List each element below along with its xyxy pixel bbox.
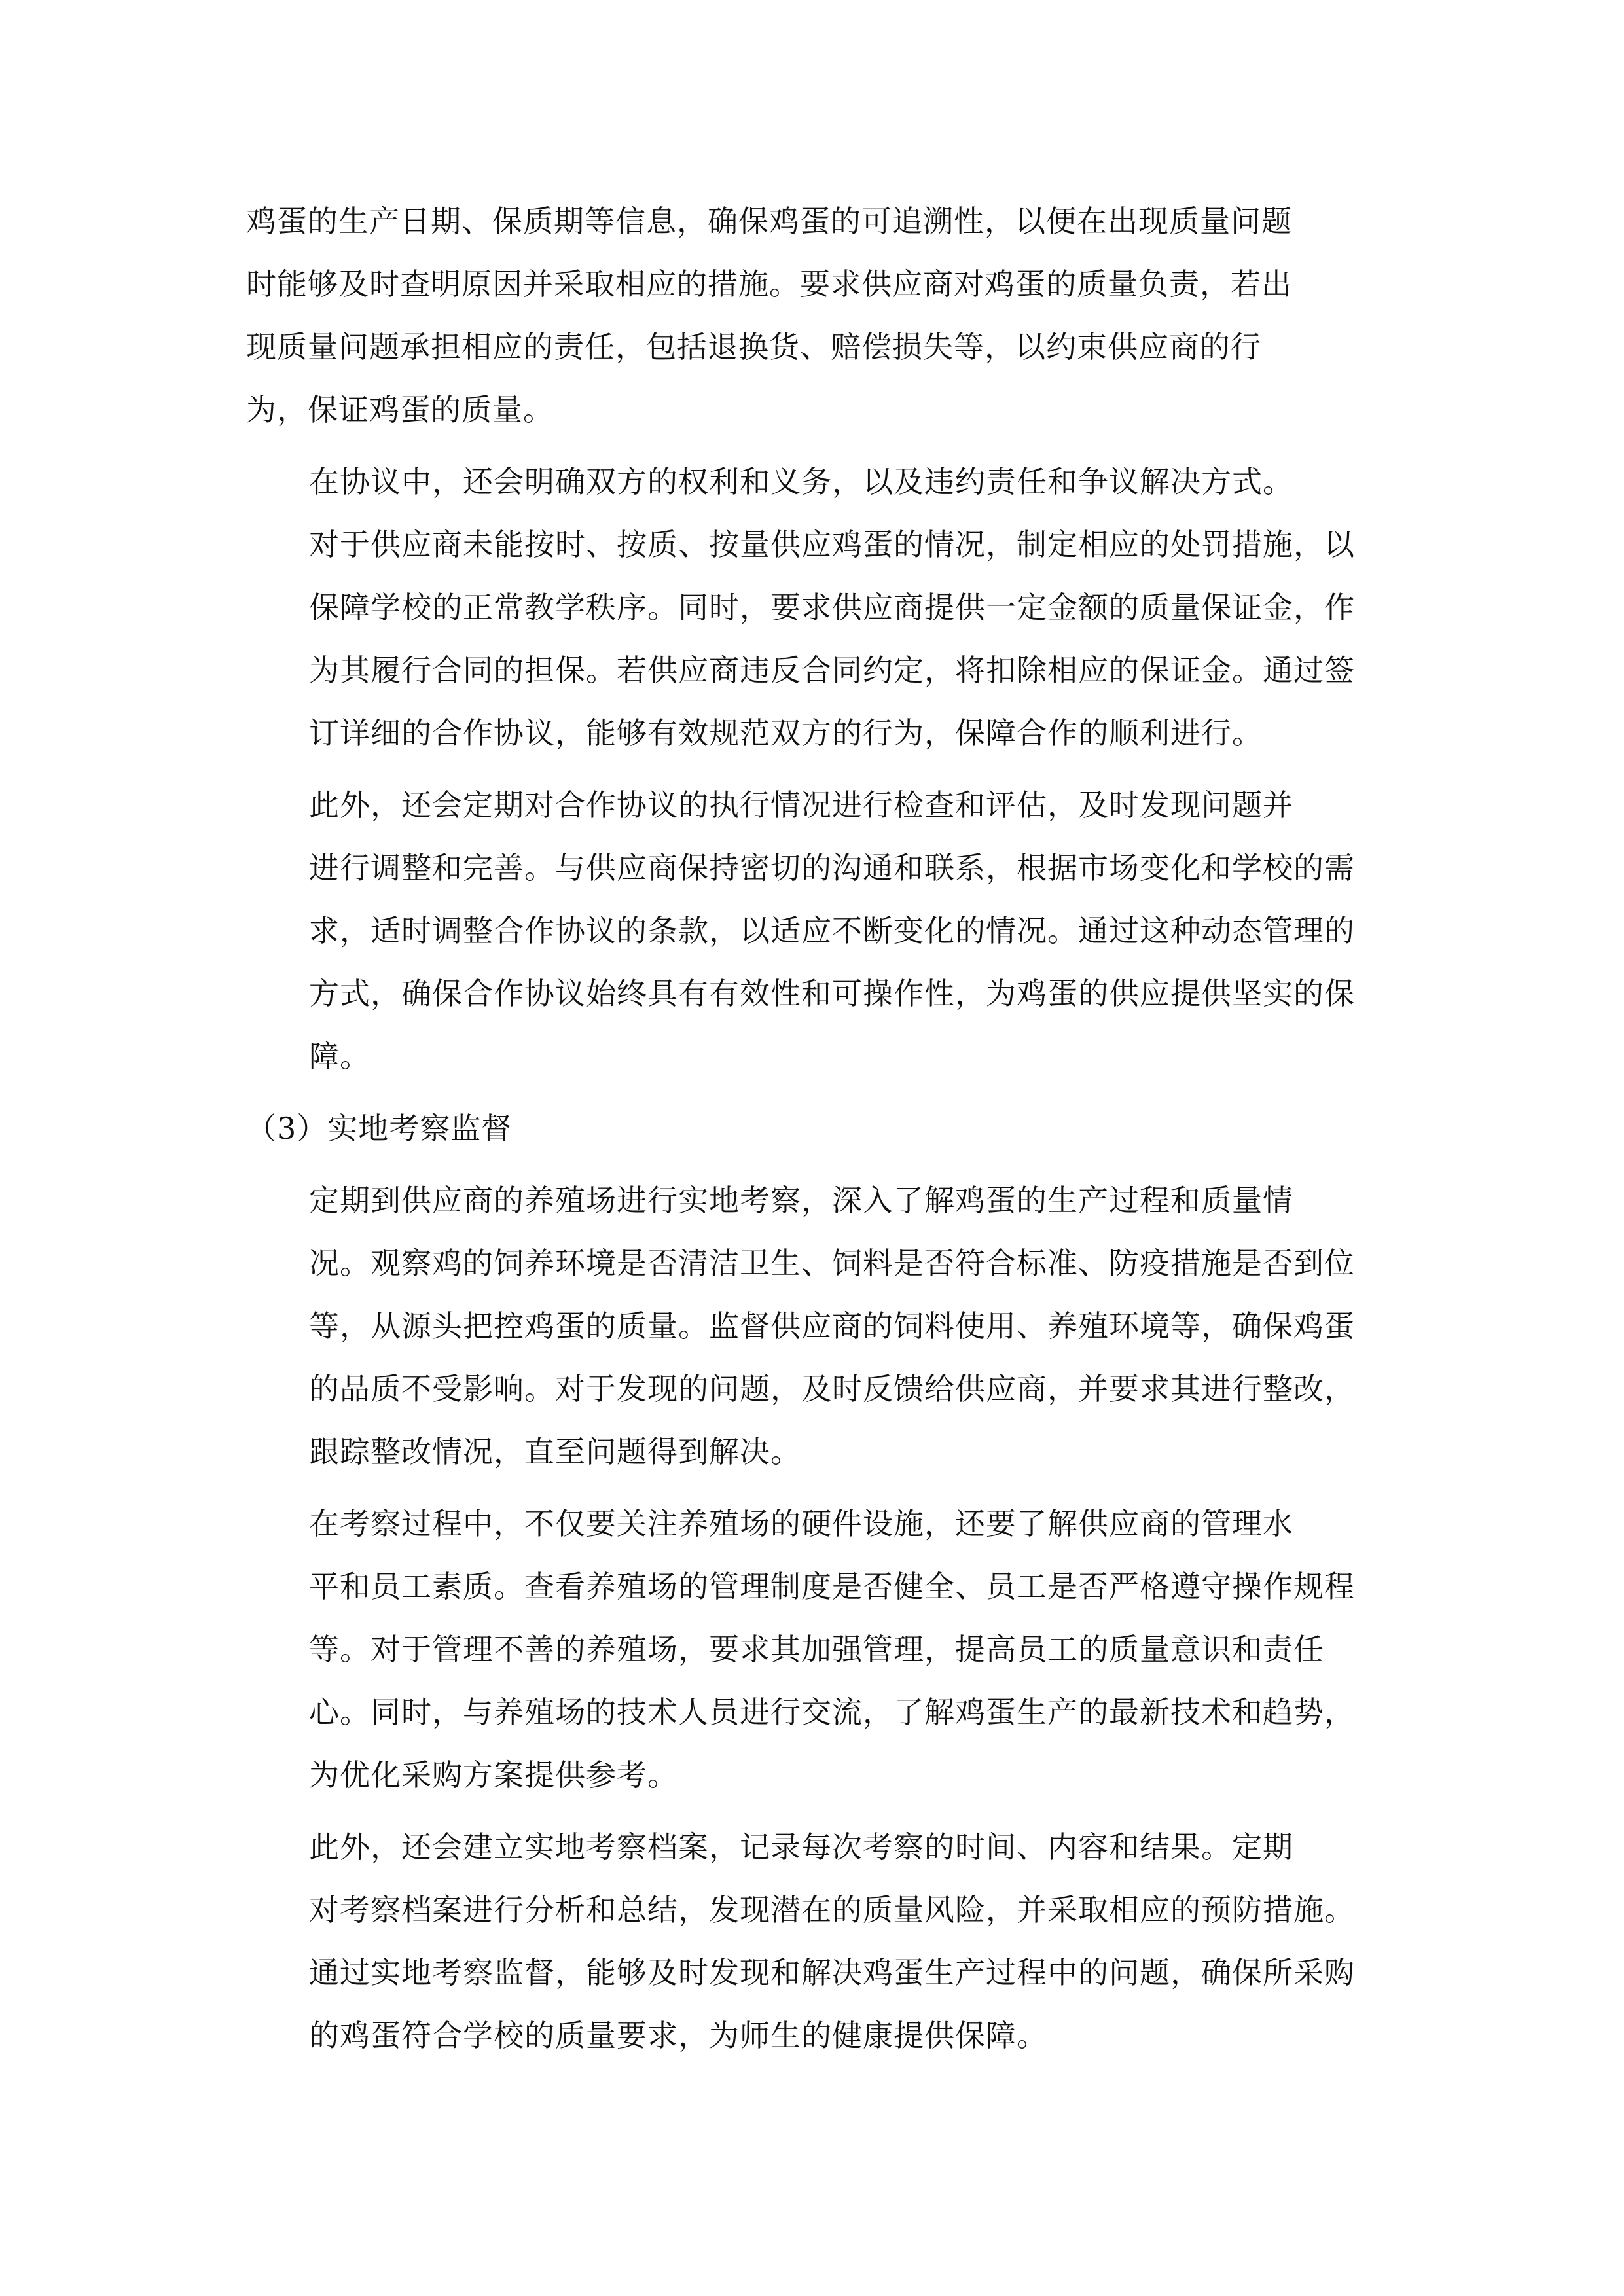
text-line: 障。	[309, 1039, 370, 1074]
paragraph-inspection-archive	[246, 1816, 1372, 2067]
text-line: 定期到供应商的养殖场进行实地考察，深入了解鸡蛋的生产过程和质量情	[309, 1183, 1293, 1218]
paragraph-agreement-review	[246, 774, 1372, 1088]
text-line: 为优化采购方案提供参考。	[309, 1757, 678, 1793]
text-line: 况。观察鸡的饲养环境是否清洁卫生、饲料是否符合标准、防疫措施是否到位	[309, 1246, 1355, 1281]
text-line: 平和员工素质。查看养殖场的管理制度是否健全、员工是否严格遵守操作规程	[309, 1569, 1355, 1604]
text-line: 保障学校的正常教学秩序。同时，要求供应商提供一定金额的质量保证金，作	[309, 590, 1355, 625]
text-line: 通过实地考察监督，能够及时发现和解决鸡蛋生产过程中的问题，确保所采购	[309, 1955, 1355, 1990]
text-line: 时能够及时查明原因并采取相应的措施。要求供应商对鸡蛋的质量负责，若出	[246, 266, 1292, 302]
text-line: 在协议中，还会明确双方的权利和义务，以及违约责任和争议解决方式。	[309, 464, 1293, 499]
text-line: 此外，还会定期对合作协议的执行情况进行检查和评估，及时发现问题并	[309, 787, 1293, 823]
text-line: 鸡蛋的生产日期、保质期等信息，确保鸡蛋的可追溯性，以便在出现质量问题	[246, 204, 1292, 239]
section-heading: （3）实地考察监督	[246, 1111, 513, 1146]
text-line: 此外，还会建立实地考察档案，记录每次考察的时间、内容和结果。定期	[309, 1829, 1293, 1865]
text-line: 求，适时调整合作协议的条款，以适应不断变化的情况。通过这种动态管理的	[309, 913, 1355, 948]
text-line: 等。对于管理不善的养殖场，要求其加强管理，提高员工的质量意识和责任	[309, 1632, 1324, 1667]
paragraph-site-inspection	[246, 1169, 1372, 1483]
text-line: 进行调整和完善。与供应商保持密切的沟通和联系，根据市场变化和学校的需	[309, 850, 1355, 886]
text-line: 方式，确保合作协议始终具有有效性和可操作性，为鸡蛋的供应提供坚实的保	[309, 976, 1355, 1011]
text-line: 为，保证鸡蛋的质量。	[246, 392, 554, 427]
paragraph-agreement-traceability	[246, 190, 1372, 441]
text-line: 的品质不受影响。对于发现的问题，及时反馈给供应商，并要求其进行整改，	[309, 1371, 1355, 1407]
text-line: 现质量问题承担相应的责任，包括退换货、赔偿损失等，以约束供应商的行	[246, 329, 1261, 365]
text-line: 对于供应商未能按时、按质、按量供应鸡蛋的情况，制定相应的处罚措施，以	[309, 527, 1355, 562]
text-line: 对考察档案进行分析和总结，发现潜在的质量风险，并采取相应的预防措施。	[309, 1892, 1355, 1928]
text-line: 跟踪整改情况，直至问题得到解决。	[309, 1434, 801, 1469]
text-line: 心。同时，与养殖场的技术人员进行交流，了解鸡蛋生产的最新技术和趋势，	[309, 1695, 1355, 1730]
text-line: 的鸡蛋符合学校的质量要求，为师生的健康提供保障。	[309, 2018, 1047, 2053]
text-line: 在考察过程中，不仅要关注养殖场的硬件设施，还要了解供应商的管理水	[309, 1506, 1293, 1541]
paragraph-management-review	[246, 1492, 1372, 1806]
paragraph-rights-obligations	[246, 450, 1372, 764]
text-line: 为其履行合同的担保。若供应商违反合同约定，将扣除相应的保证金。通过签	[309, 653, 1355, 688]
text-line: 订详细的合作协议，能够有效规范双方的行为，保障合作的顺利进行。	[309, 715, 1263, 751]
document-page	[246, 190, 1372, 2076]
text-line: 等，从源头把控鸡蛋的质量。监督供应商的饲料使用、养殖环境等，确保鸡蛋	[309, 1308, 1355, 1344]
